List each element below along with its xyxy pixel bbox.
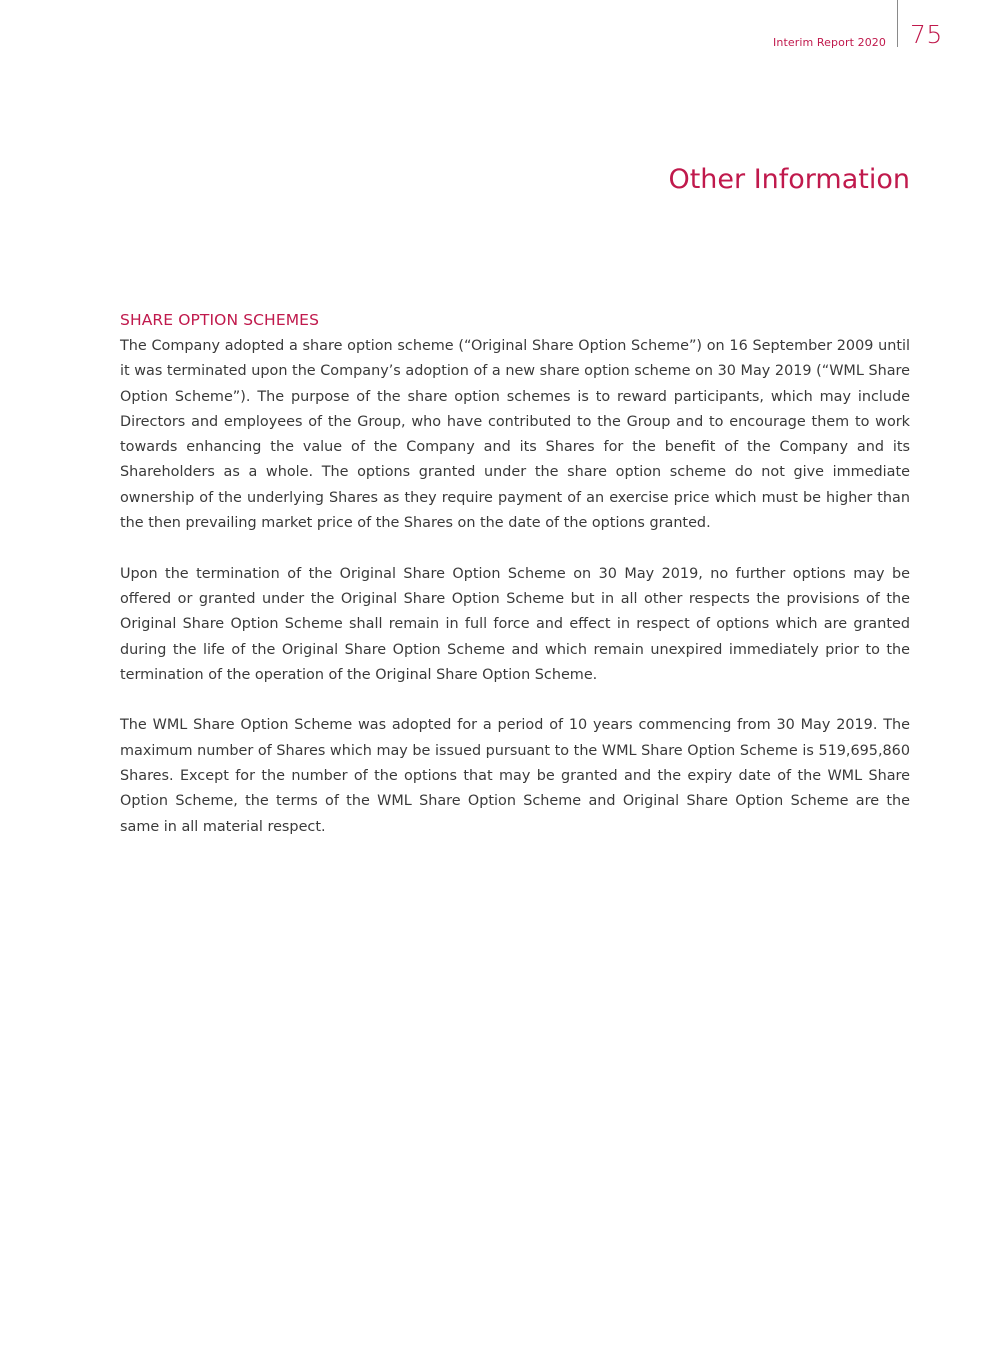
section-heading: SHARE OPTION SCHEMES: [120, 311, 320, 329]
running-header-title: Interim Report 2020: [773, 36, 886, 49]
paragraph-3: The WML Share Option Scheme was adopted for a period of 10 years commencing from 30 May 2019. The maximum number of Shares which may be issued pursuant to the WML Share Option Scheme is 519,695,860 Shares. Except for the number of the options that may be granted and the expiry date of the WML Share Option Scheme, the terms of the WML Share Option Scheme and Original Share Option Scheme are the same in all material respect.: [120, 717, 910, 835]
header-divider: [897, 0, 898, 47]
paragraph-1: The Company adopted a share option scheme (“Original Share Option Scheme”) on 16 September 2009 until it was terminated upon the Company’s adoption of a new share option scheme on 30 May 2019 (“WML Share Option Scheme”). The purpose of the share option schemes is to reward participants, which may include Directors and employees of the Group, who have contributed to the Group and to encourage them to work towards enhancing the value of the Company and its Shares for the benefit of the Company and its Shareholders as a whole. The options granted under the share option scheme do not give immediate ownership of the underlying Shares as they require payment of an exercise price which must be higher than the then prevailing market price of the Shares on the date of the options granted.: [120, 338, 910, 532]
section-title: Other Information: [668, 164, 910, 195]
page-number: 75: [910, 20, 943, 49]
paragraph-2: Upon the termination of the Original Share Option Scheme on 30 May 2019, no further options may be offered or granted under the Original Share Option Scheme but in all other respects the provisions of the Original Share Option Scheme shall remain in full force and effect in respect of options which are granted during the life of the Original Share Option Scheme and which remain unexpired immediately prior to the termination of the operation of the Original Share Option Scheme.: [120, 565, 910, 683]
section-content: [120, 311, 910, 865]
